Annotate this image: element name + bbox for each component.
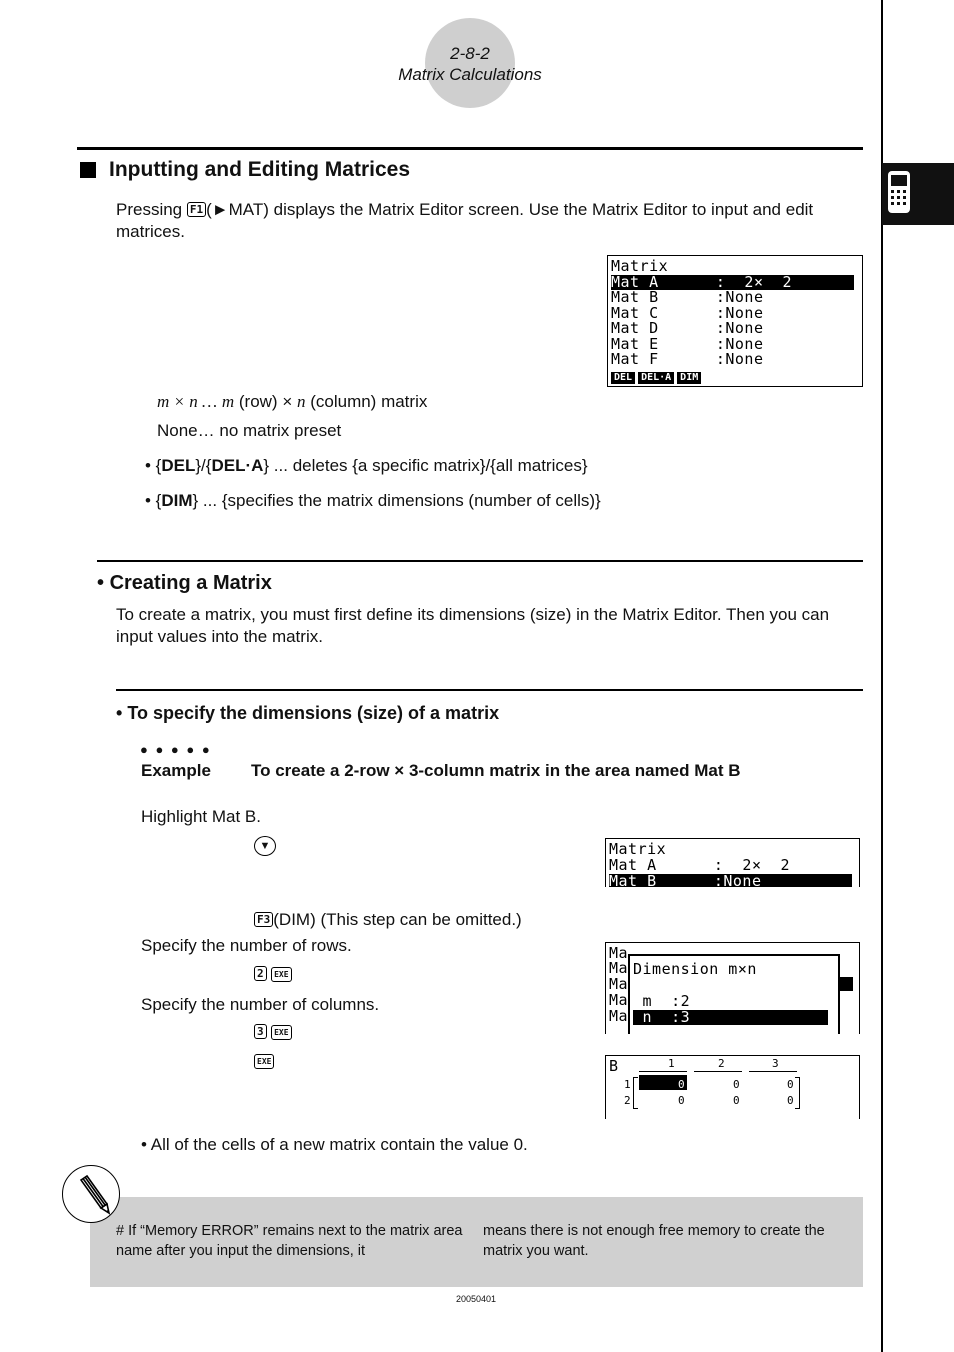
cell-1-1: 0 <box>678 1078 686 1091</box>
step-rows: Specify the number of rows. <box>141 936 352 955</box>
note-left-text: # If “Memory ERROR” remains next to the matrix area name after you input the dimensions, it <box>116 1223 463 1259</box>
screen-row-mat-e: Mat E :None <box>611 335 764 353</box>
pencil-icon <box>63 1166 119 1222</box>
key-3: 3 <box>254 1024 267 1039</box>
example-text: To create a 2-row × 3-column matrix in the area named Mat B <box>251 761 741 780</box>
fkey-dim: DIM <box>677 372 701 384</box>
dialog-n-row: n :3 <box>633 1010 828 1025</box>
matrix-list-partial-screen <box>605 838 860 887</box>
intro-paragraph: Pressing F1 (►MAT) displays the Matrix Editor screen. Use the Matrix Editor to input and edit matrices. <box>116 200 814 241</box>
note-right-text: means there is not enough free memory to create the matrix you want. <box>483 1223 825 1259</box>
col-header-1: 1 <box>668 1057 676 1070</box>
dialog-title: Dimension m×n <box>633 960 757 978</box>
keys-2-exe <box>254 966 292 984</box>
screen-row-mat-b: Mat B :None <box>609 874 852 887</box>
key-exe: EXE <box>271 967 291 982</box>
right-bracket <box>795 1077 800 1109</box>
dimension-dialog <box>628 954 840 1034</box>
step-columns: Specify the number of columns. <box>141 995 380 1014</box>
screen-row-mat-a: Mat A : 2× 2 <box>611 275 854 290</box>
key-exe: EXE <box>254 1054 274 1069</box>
heading-specify-dimensions: • To specify the dimensions (size) of a matrix <box>116 703 500 723</box>
cell-2-3: 0 <box>787 1094 795 1107</box>
cell-1-3: 0 <box>787 1078 795 1091</box>
fkey-del: DEL <box>611 372 635 384</box>
example-label: Example <box>141 761 211 780</box>
screen-title: Matrix <box>611 257 669 275</box>
calculator-tab <box>882 163 954 225</box>
left-bracket <box>633 1077 638 1109</box>
cell-2-1: 0 <box>678 1094 686 1107</box>
down-arrow-key-icon: ▼ <box>254 836 276 856</box>
bullet-dim: • {DIM} ... {specifies the matrix dimensions (number of cells)} <box>145 491 601 510</box>
dialog-m-row: m :2 <box>642 992 691 1010</box>
dimension-dialog-screen: Ma Ma Ma Ma Ma Dimension m×n m :2 n :3 <box>605 942 860 1034</box>
function-key-bar <box>611 365 704 384</box>
creating-paragraph: To create a matrix, you must first define its dimensions (size) in the Matrix Editor. Then you can input values into the matrix. <box>116 605 830 646</box>
note-circle <box>62 1165 120 1223</box>
key-exe-final <box>254 1053 274 1071</box>
cell-2-2: 0 <box>733 1094 741 1107</box>
calculator-icon <box>882 163 954 225</box>
f3-key: F3 <box>254 912 273 927</box>
definition-none: None… no matrix preset <box>157 421 342 440</box>
definition-mxn: m × n … m (row) × n (column) matrix <box>157 392 428 411</box>
section-rule <box>77 147 863 150</box>
keys-3-exe <box>254 1024 292 1042</box>
col-header-2: 2 <box>718 1057 726 1070</box>
square-bullet <box>80 162 96 178</box>
matrix-list-screen <box>607 255 863 387</box>
col-header-3: 3 <box>772 1057 780 1070</box>
matrix-b-editor-screen <box>605 1055 860 1119</box>
screen-row-mat-c: Mat C :None <box>611 304 764 322</box>
row-label-2: 2 <box>624 1094 632 1107</box>
key-2: 2 <box>254 966 267 981</box>
screen-row-mat-b: Mat B :None <box>611 288 764 306</box>
bullet-del: • {DEL}/{DEL·A} ... deletes {a specific matrix}/{all matrices} <box>145 456 588 475</box>
footer-code: 20050401 <box>455 1294 497 1304</box>
matrix-name: B <box>609 1057 619 1075</box>
step-highlight: Highlight Mat B. <box>141 807 261 826</box>
section-rule-3 <box>116 689 863 691</box>
row-label-1: 1 <box>624 1078 632 1091</box>
heading-creating: • Creating a Matrix <box>97 572 272 594</box>
screen-row-mat-a: Mat A : 2× 2 <box>609 856 791 874</box>
screen-title: Matrix <box>609 840 667 858</box>
fkey-del-a: DEL·A <box>638 372 674 384</box>
section-title: Matrix Calculations <box>398 65 542 84</box>
cell-1-2: 0 <box>733 1078 741 1091</box>
screen-row-mat-d: Mat D :None <box>611 319 764 337</box>
bullet-new-matrix-zero: • All of the cells of a new matrix contain the value 0. <box>141 1135 528 1154</box>
f1-key: F1 <box>187 202 206 217</box>
step-dim: F3 (DIM) (This step can be omitted.) <box>254 909 522 931</box>
page-number: 2-8-2 <box>450 44 490 63</box>
section-rule-2 <box>97 560 863 562</box>
heading-inputting: Inputting and Editing Matrices <box>109 158 410 181</box>
screen-row-mat-f: Mat F :None <box>611 350 764 368</box>
key-exe: EXE <box>271 1025 291 1040</box>
example-dots: ● ● ● ● ● <box>140 742 212 757</box>
